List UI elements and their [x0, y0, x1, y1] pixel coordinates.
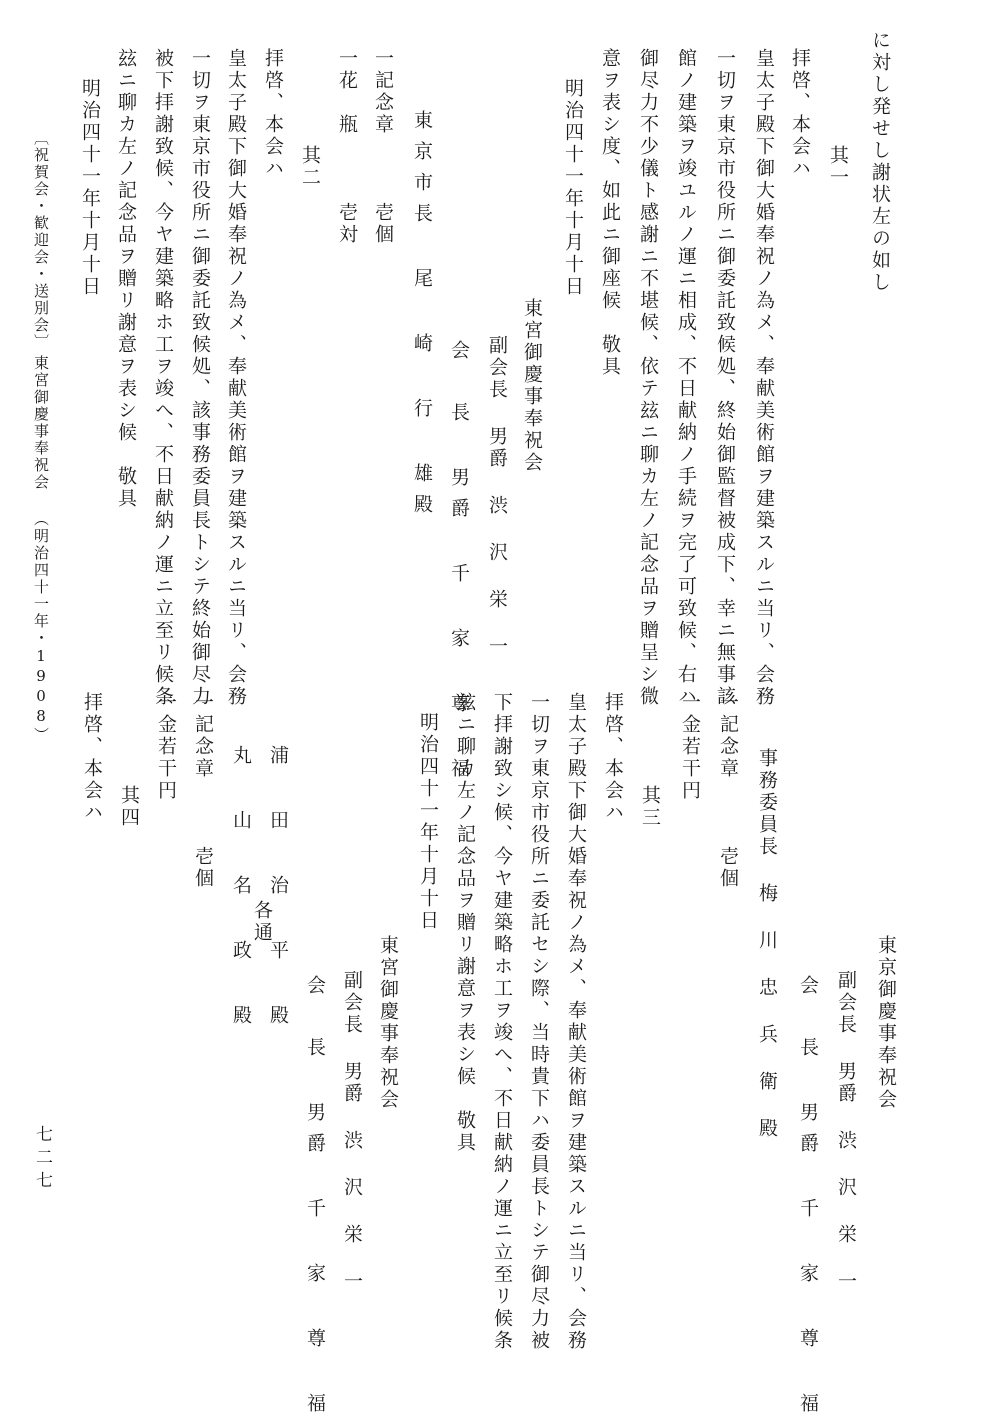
letter3-body-line: 皇太子殿下御大婚奉祝ノ為メ、奉献美術館ヲ建築スルニ当リ、会務 [565, 692, 587, 1352]
letter3-item: 一金若干円 [155, 692, 177, 802]
letter3-vice-president: 副会長 男爵 渋 沢 栄 一 [341, 970, 363, 1293]
page-number: 七二七 [32, 1125, 52, 1194]
letter1-body-line: 一切ヲ東京市役所ニ御委託致候処、終始御監督被成下、幸ニ無事該 [714, 48, 736, 708]
footer-org-year: 東宮御慶事奉祝会 （明治四十一年・1908） [32, 355, 50, 744]
letter3-each-copy: 各通 [251, 900, 273, 944]
letter2-body-line: 玆ニ聊カ左ノ記念品ヲ贈リ謝意ヲ表シ候 敬具 [115, 48, 137, 510]
letter3-date: 明治四十一年十月十日 [417, 712, 439, 932]
letter3-body-line: 下拝謝致シ候、今ヤ建築略ホ工ヲ竣へ、不日献納ノ運ニ立至リ候条 [491, 692, 513, 1352]
letter2-heading: 其二 [299, 145, 321, 189]
letter1-body-line: 館ノ建築ヲ竣ユルノ運ニ相成、不日献納ノ手続ヲ完了可致候、右ハ [675, 48, 697, 708]
footer-section-label: 〔祝賀会・歓迎会・送別会〕 [32, 130, 50, 351]
letter3-org: 東宮御慶事奉祝会 [377, 935, 399, 1111]
letter3-item: 一記念章 壱個 [192, 692, 214, 890]
letter1-body-line: 皇太子殿下御大婚奉祝ノ為メ、奉献美術館ヲ建築スルニ当リ、会務 [753, 48, 775, 708]
letter1-president: 会 長 男爵 千 家 尊 福 [448, 340, 470, 789]
letter1-item: 一花 瓶 壱対 [336, 48, 358, 246]
letter2-recipient: 事務委員長 梅 川 忠 兵 衛 殿 [756, 748, 778, 1140]
letter1-recipient: 東京市長 尾 崎 行 雄殿 [411, 110, 433, 525]
letter2-item: 一金若干円 [679, 692, 701, 802]
letter1-vice-president: 副会長 男爵 渋 沢 栄 一 [486, 335, 508, 658]
letter1-heading: 其一 [827, 145, 849, 189]
letter1-org: 東宮御慶事奉祝会 [521, 298, 543, 474]
letter3-body-line: 一切ヲ東京市役所ニ委託セシ際、当時貴下ハ委員長トシテ御尽力被 [528, 692, 550, 1352]
letter1-body-line: 御尽力不少儀ト感謝ニ不堪候、依テ玆ニ聊カ左ノ記念品ヲ贈呈シ微 [637, 48, 659, 708]
letter3-heading: 其三 [639, 785, 661, 829]
letter3-recipient: 丸 山 名 政 殿 [230, 745, 252, 1036]
intro-line: に対し発せし謝状左の如し [869, 30, 891, 294]
letter2-org: 東京御慶事奉祝会 [875, 935, 897, 1111]
letter1-item: 一記念章 壱個 [372, 48, 394, 246]
letter1-salutation: 拝啓、本会ハ [789, 48, 811, 180]
letter3-recipient: 浦 田 治 平 殿 [267, 745, 289, 1036]
letter2-body-line: 被下拝謝致候、今ヤ建築略ホ工ヲ竣へ、不日献納ノ運ニ立至リ候条 [152, 48, 174, 708]
letter4-heading: 其四 [118, 785, 140, 829]
letter3-salutation: 拝啓、本会ハ [602, 692, 624, 824]
letter1-date: 明治四十一年十月十日 [562, 78, 584, 298]
letter3-body-line: 玆ニ聊カ左ノ記念品ヲ贈リ謝意ヲ表シ候 敬具 [454, 692, 476, 1154]
letter2-item: 一記念章 壱個 [717, 692, 739, 890]
letter1-body-line: 意ヲ表シ度、如此ニ御座候 敬具 [599, 48, 621, 378]
letter2-date: 明治四十一年十月十日 [79, 78, 101, 298]
letter2-body-line: 皇太子殿下御大婚奉祝ノ為メ、奉献美術館ヲ建築スルニ当リ、会務 [225, 48, 247, 708]
letter2-salutation: 拝啓、本会ハ [262, 48, 284, 180]
letter2-president: 会 長 男爵 千 家 尊 福 [797, 975, 819, 1424]
letter2-vice-president: 副会長 男爵 渋 沢 栄 一 [835, 970, 857, 1293]
letter4-salutation: 拝啓、本会ハ [81, 692, 103, 824]
letter3-president: 会 長 男爵 千 家 尊 福 [304, 975, 326, 1424]
letter2-body-line: 一切ヲ東京市役所ニ御委託致候処、該事務委員長トシテ終始御尽力 [189, 48, 211, 708]
